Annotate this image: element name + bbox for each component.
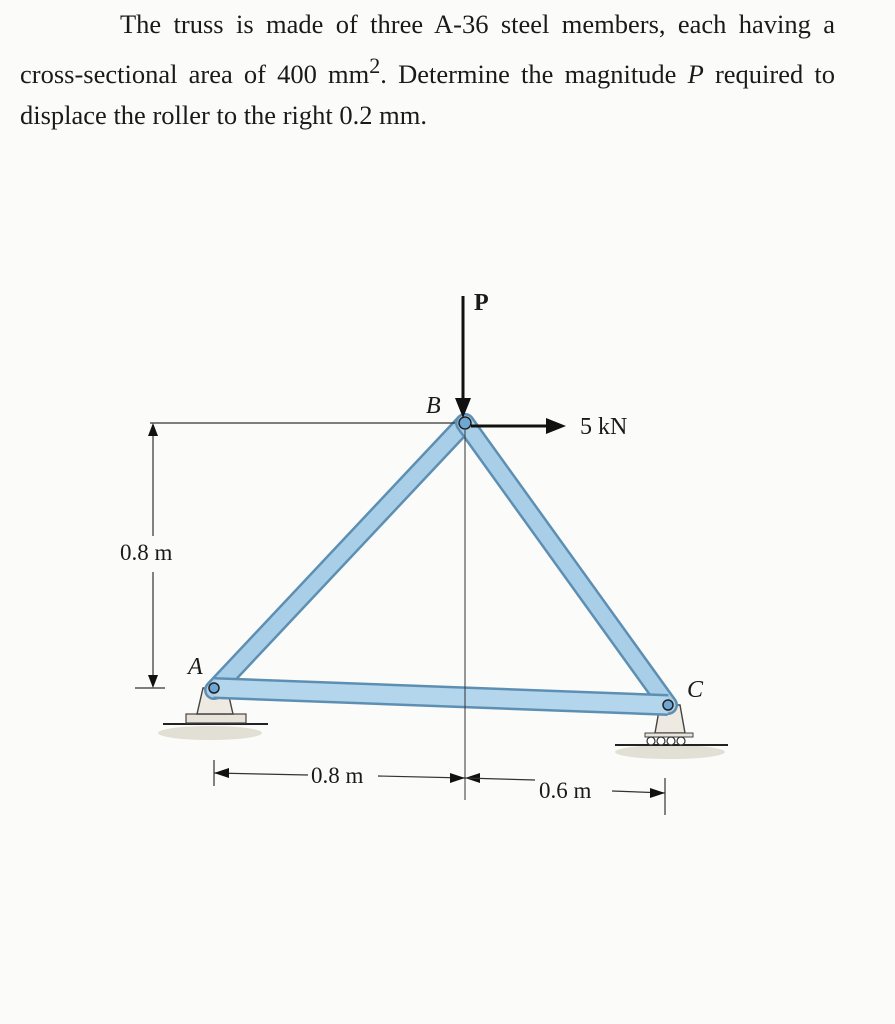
height-dimension-label: 0.8 m xyxy=(120,540,173,565)
horizontal-load-arrow xyxy=(471,418,566,434)
pin-a xyxy=(209,683,219,693)
horizontal-load-label: 5 kN xyxy=(580,414,628,440)
problem-text-part1: The truss is made of three A-36 steel members, each having a cross-sectional area of 400 mm xyxy=(20,9,835,89)
problem-exponent: 2 xyxy=(369,53,381,78)
roller-wheel xyxy=(647,737,655,745)
ground-left xyxy=(158,724,268,740)
pin-c xyxy=(663,700,673,710)
member-ac xyxy=(214,688,668,705)
joint-c-label: C xyxy=(687,677,704,703)
roller-wheel xyxy=(657,737,665,745)
member-bc xyxy=(465,423,668,705)
load-p-arrow xyxy=(455,296,471,418)
roller-wheel xyxy=(677,737,685,745)
problem-variable-p: P xyxy=(687,58,704,89)
problem-text-part2: . Determine the magnitude xyxy=(380,58,688,89)
joint-a-label: A xyxy=(188,654,203,680)
roller-wheel xyxy=(667,737,675,745)
ground-right xyxy=(615,745,728,759)
span-dimension xyxy=(214,760,665,815)
left-span-label: 0.8 m xyxy=(311,763,364,788)
problem-text-part3: required to displace the roller to the right 0.2 mm. xyxy=(20,58,835,130)
load-p-label: P xyxy=(474,290,489,316)
joint-b-label: B xyxy=(426,393,441,419)
right-span-label: 0.6 m xyxy=(539,778,592,803)
pin-b xyxy=(459,417,471,429)
member-ab xyxy=(214,423,465,690)
